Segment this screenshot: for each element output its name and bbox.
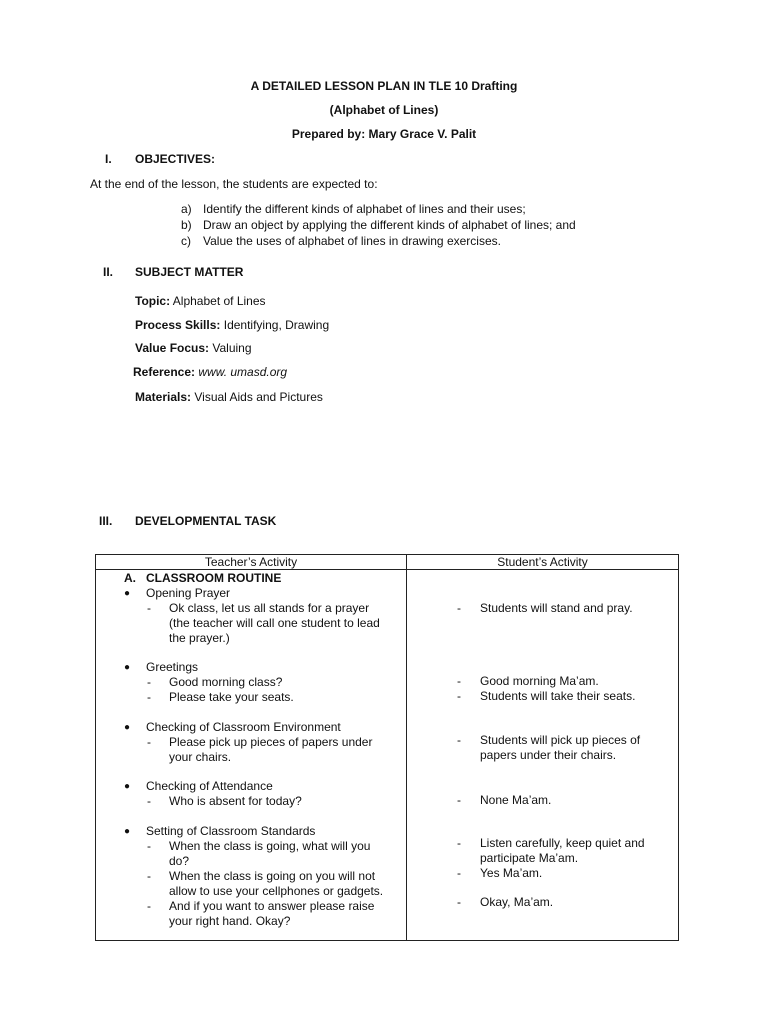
- topic-value: Alphabet of Lines: [172, 294, 266, 308]
- environment-line-1: Please pick up pieces of papers under: [169, 735, 373, 749]
- section-letter: A.: [124, 571, 136, 585]
- materials-value: Visual Aids and Pictures: [194, 390, 323, 404]
- student-attendance: None Ma’am.: [480, 793, 552, 807]
- attendance-title: Checking of Attendance: [146, 779, 273, 793]
- section-title: CLASSROOM ROUTINE: [146, 571, 282, 585]
- objective-letter: c): [181, 234, 191, 248]
- topic-label: Topic:: [135, 294, 171, 308]
- bullet-icon: ●: [124, 722, 131, 733]
- objective-item: [181, 202, 526, 217]
- student-prayer: Students will stand and pray.: [480, 601, 633, 615]
- process-skills-label: Process Skills:: [135, 318, 221, 332]
- dash-icon: -: [457, 733, 461, 747]
- objective-letter: a): [181, 202, 192, 216]
- materials-row: [135, 390, 323, 405]
- bullet-icon: ●: [124, 588, 131, 599]
- reference-label: Reference:: [133, 365, 196, 379]
- table-header-row: [96, 555, 679, 570]
- student-activity-header: Student’s Activity: [407, 555, 679, 570]
- prayer-line-1: Ok class, let us all stands for a prayer: [169, 601, 370, 615]
- greetings-line-1: Good morning class?: [169, 675, 283, 689]
- student-activity-cell: [407, 570, 679, 941]
- teacher-activity-header: Teacher’s Activity: [96, 555, 407, 570]
- dash-icon: -: [147, 839, 151, 853]
- standards-line-3a: And if you want to answer please raise: [169, 899, 375, 913]
- process-skills-value: Identifying, Drawing: [223, 318, 330, 332]
- dash-icon: -: [457, 674, 461, 688]
- value-focus-value: Valuing: [212, 341, 252, 355]
- student-greet-1: Good morning Ma’am.: [480, 674, 599, 688]
- objective-item: [181, 218, 576, 233]
- prayer-line-3: the prayer.): [169, 631, 230, 645]
- reference-row: [133, 365, 287, 380]
- prayer-title: Opening Prayer: [146, 586, 231, 600]
- dash-icon: -: [147, 690, 151, 704]
- bullet-icon: ●: [124, 826, 131, 837]
- student-standards-2: Yes Ma’am.: [480, 866, 543, 880]
- value-focus-row: [135, 341, 252, 356]
- student-standards-3: Okay, Ma’am.: [480, 895, 554, 909]
- bullet-icon: ●: [124, 781, 131, 792]
- attendance-line-1: Who is absent for today?: [169, 794, 302, 808]
- student-standards-1a: Listen carefully, keep quiet and: [480, 836, 645, 850]
- dash-icon: -: [457, 866, 461, 880]
- dash-icon: -: [457, 793, 461, 807]
- dash-icon: -: [457, 836, 461, 850]
- dash-icon: -: [147, 601, 151, 615]
- objectives-heading: OBJECTIVES:: [135, 152, 216, 166]
- dash-icon: -: [457, 895, 461, 909]
- standards-line-1a: When the class is going, what will you: [169, 839, 371, 853]
- topic-row: [135, 294, 266, 309]
- bullet-icon: ●: [124, 662, 131, 673]
- dash-icon: -: [147, 794, 151, 808]
- objective-item: [181, 234, 501, 249]
- developmental-task-numeral: III.: [99, 514, 113, 528]
- objectives-numeral: I.: [105, 152, 112, 166]
- standards-line-2b: allow to use your cellphones or gadgets.: [169, 884, 384, 898]
- subject-matter-numeral: II.: [103, 265, 114, 279]
- dash-icon: -: [147, 869, 151, 883]
- value-focus-label: Value Focus:: [135, 341, 210, 355]
- activity-table: [95, 554, 679, 941]
- environment-title: Checking of Classroom Environment: [146, 720, 341, 734]
- objectives-intro: At the end of the lesson, the students are expected to:: [90, 177, 378, 191]
- objective-text: Draw an object by applying the different kinds of alphabet of lines; and: [203, 218, 576, 232]
- teacher-activity-cell: [96, 570, 407, 941]
- process-skills-row: [135, 318, 329, 333]
- dash-icon: -: [147, 899, 151, 913]
- materials-label: Materials:: [135, 390, 192, 404]
- table-row: [96, 570, 679, 941]
- dash-icon: -: [147, 675, 151, 689]
- greetings-title: Greetings: [146, 660, 199, 674]
- doc-title: A DETAILED LESSON PLAN IN TLE 10 Drafting: [250, 79, 518, 93]
- standards-line-1b: do?: [169, 854, 190, 868]
- reference-value: www. umasd.org: [198, 365, 288, 379]
- doc-subtitle: (Alphabet of Lines): [329, 103, 439, 117]
- dash-icon: -: [457, 601, 461, 615]
- student-env-1: Students will pick up pieces of: [480, 733, 641, 747]
- dash-icon: -: [457, 689, 461, 703]
- objective-letter: b): [181, 218, 192, 232]
- standards-line-2a: When the class is going on you will not: [169, 869, 376, 883]
- objective-text: Value the uses of alphabet of lines in drawing exercises.: [203, 234, 501, 248]
- environment-line-2: your chairs.: [169, 750, 232, 764]
- standards-title: Setting of Classroom Standards: [146, 824, 316, 838]
- objective-text: Identify the different kinds of alphabet of lines and their uses;: [203, 202, 526, 216]
- prayer-line-2: (the teacher will call one student to lead: [169, 616, 380, 630]
- dash-icon: -: [147, 735, 151, 749]
- subject-matter-heading: SUBJECT MATTER: [135, 265, 244, 279]
- student-env-2: papers under their chairs.: [480, 748, 617, 762]
- greetings-line-2: Please take your seats.: [169, 690, 294, 704]
- prepared-by: Prepared by: Mary Grace V. Palit: [291, 127, 477, 141]
- student-standards-1b: participate Ma’am.: [480, 851, 579, 865]
- standards-line-3b: your right hand. Okay?: [169, 914, 291, 928]
- student-greet-2: Students will take their seats.: [480, 689, 636, 703]
- developmental-task-heading: DEVELOPMENTAL TASK: [135, 514, 277, 528]
